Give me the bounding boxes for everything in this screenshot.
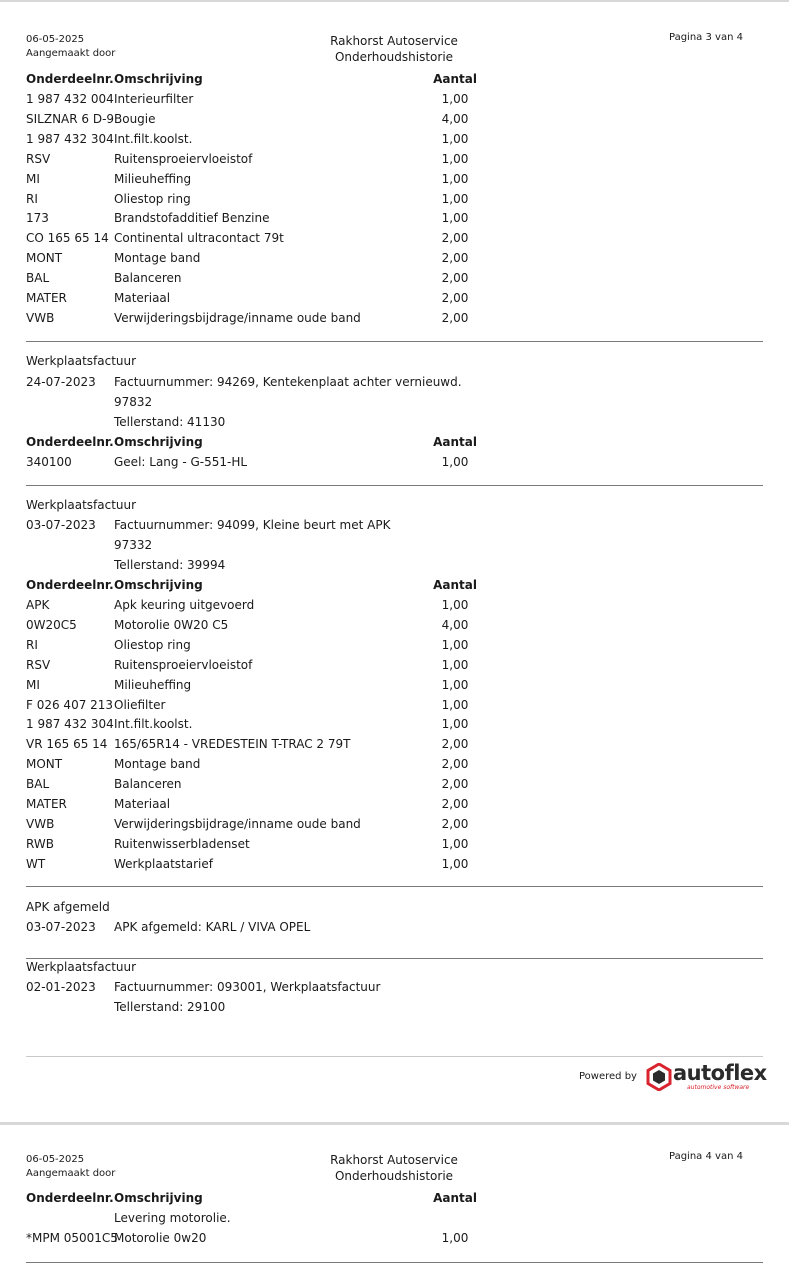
- entry-type: Werkplaatsfactuur: [26, 354, 137, 368]
- company-name: Rakhorst Autoservice: [330, 34, 458, 48]
- col-header-qty: Aantal: [433, 435, 477, 449]
- part-number-cell: *MPM 05001C5: [26, 1230, 118, 1245]
- part-number-cell: RI: [26, 637, 38, 652]
- description-cell: Brandstofadditief Benzine: [114, 211, 270, 226]
- part-number-cell: 1 987 432 304: [26, 131, 114, 146]
- section-divider: [26, 1262, 763, 1263]
- apk-text: APK afgemeld: KARL / VIVA OPEL: [114, 920, 311, 934]
- quantity-cell: 1,00: [441, 836, 469, 851]
- part-number-cell: BAL: [26, 271, 50, 286]
- quantity-cell: 2,00: [441, 251, 469, 266]
- autoflex-logo-icon: [645, 1063, 673, 1091]
- quantity-cell: 2,00: [441, 777, 469, 792]
- invoice-line: Factuurnummer: 093001, Werkplaatsfactuur: [114, 980, 381, 994]
- part-number-cell: 340100: [26, 455, 72, 469]
- description-cell: Apk keuring uitgevoerd: [114, 598, 255, 612]
- odometer-reading: Tellerstand: 39994: [114, 558, 226, 572]
- col-header-qty: Aantal: [433, 72, 477, 86]
- part-number-cell: RSV: [26, 657, 51, 672]
- col-header-desc: Omschrijving: [114, 578, 203, 592]
- section-divider: [26, 886, 763, 887]
- print-date: 06-05-2025: [26, 1154, 85, 1165]
- col-header-part: Onderdeelnr.: [26, 72, 114, 86]
- reference-number: 97832: [114, 395, 153, 409]
- col-header-part: Onderdeelnr.: [26, 578, 114, 592]
- part-number-cell: VR 165 65 14: [26, 737, 108, 752]
- quantity-cell: 2,00: [441, 797, 469, 811]
- part-number-cell: WT: [26, 856, 46, 871]
- quantity-cell: 2,00: [441, 816, 469, 831]
- part-number-cell: MI: [26, 171, 40, 186]
- part-number-cell: F 026 407 213: [26, 697, 114, 712]
- description-cell: 165/65R14 - VREDESTEIN T-TRAC 2 79T: [114, 737, 351, 752]
- description-cell: Verwijderingsbijdrage/inname oude band: [114, 816, 361, 831]
- entry-date: 02-01-2023: [26, 980, 96, 994]
- description-cell: Materiaal: [114, 797, 171, 811]
- section-divider: [26, 341, 763, 342]
- part-number-cell: 0W20C5: [26, 617, 77, 632]
- entry-type: Werkplaatsfactuur: [26, 498, 137, 512]
- description-cell: Milieuheffing: [114, 677, 192, 692]
- description-cell: Oliestop ring: [114, 637, 191, 652]
- logo-wordmark: autoflex: [673, 1061, 767, 1085]
- quantity-cell: 1,00: [441, 191, 469, 206]
- quantity-cell: 1,00: [441, 151, 469, 166]
- part-number-cell: RI: [26, 191, 38, 206]
- quantity-cell: 1,00: [441, 92, 469, 106]
- page-top-edge: [0, 0, 789, 2]
- description-cell: Oliefilter: [114, 697, 166, 712]
- created-by-label: Aangemaakt door: [26, 48, 116, 59]
- col-header-desc: Omschrijving: [114, 72, 203, 86]
- description-cell: Int.filt.koolst.: [114, 717, 193, 732]
- description-cell: Continental ultracontact 79t: [114, 231, 284, 246]
- description-cell: Balanceren: [114, 777, 182, 792]
- description-cell: Interieurfilter: [114, 92, 194, 106]
- description-cell: Geel: Lang - G-551-HL: [114, 455, 248, 469]
- company-name: Rakhorst Autoservice: [330, 1153, 458, 1167]
- part-number-cell: MONT: [26, 251, 63, 266]
- description-cell: Int.filt.koolst.: [114, 131, 193, 146]
- section-divider: [26, 958, 763, 959]
- col-header-desc: Omschrijving: [114, 435, 203, 449]
- document-title: Onderhoudshistorie: [334, 1169, 454, 1183]
- odometer-reading: Tellerstand: 41130: [114, 415, 226, 429]
- quantity-cell: 2,00: [441, 310, 469, 325]
- print-date: 06-05-2025: [26, 34, 85, 45]
- entry-date: 03-07-2023: [26, 518, 96, 532]
- quantity-cell: 1,00: [441, 211, 469, 226]
- description-cell: Levering motorolie.: [114, 1211, 231, 1225]
- quantity-cell: 1,00: [441, 455, 469, 469]
- quantity-cell: 1,00: [441, 856, 469, 871]
- quantity-cell: 1,00: [441, 1230, 469, 1245]
- powered-by-label: Powered by: [579, 1071, 637, 1082]
- quantity-cell: 1,00: [441, 171, 469, 186]
- entry-date: 03-07-2023: [26, 920, 96, 934]
- quantity-cell: 1,00: [441, 637, 469, 652]
- quantity-cell: 4,00: [441, 111, 469, 126]
- part-number-cell: APK: [26, 598, 50, 612]
- part-number-cell: MATER: [26, 291, 67, 305]
- col-header-qty: Aantal: [433, 1191, 477, 1205]
- quantity-cell: 2,00: [441, 737, 469, 752]
- description-cell: Ruitensproeiervloeistof: [114, 657, 253, 672]
- quantity-cell: 1,00: [441, 657, 469, 672]
- invoice-line: Factuurnummer: 94099, Kleine beurt met APK: [114, 518, 391, 532]
- description-cell: Ruitensproeiervloeistof: [114, 151, 253, 166]
- description-cell: Motorolie 0W20 C5: [114, 617, 229, 632]
- description-cell: Montage band: [114, 251, 201, 266]
- part-number-cell: MATER: [26, 797, 67, 811]
- autoflex-logo: [645, 1061, 767, 1093]
- description-cell: Ruitenwisserbladenset: [114, 836, 250, 851]
- quantity-cell: 4,00: [441, 617, 469, 632]
- created-by-label: Aangemaakt door: [26, 1168, 116, 1179]
- quantity-cell: 1,00: [441, 598, 469, 612]
- part-number-cell: SILZNAR 6 D-9: [26, 111, 115, 126]
- page-number: Pagina 3 van 4: [669, 32, 743, 43]
- part-number-cell: 1 987 432 004: [26, 92, 114, 106]
- col-header-desc: Omschrijving: [114, 1191, 203, 1205]
- part-number-cell: 173: [26, 211, 49, 226]
- entry-date: 24-07-2023: [26, 375, 96, 389]
- logo-tagline: automotive software: [687, 1084, 750, 1091]
- entry-type: APK afgemeld: [26, 900, 110, 914]
- quantity-cell: 1,00: [441, 677, 469, 692]
- invoice-line: Factuurnummer: 94269, Kentekenplaat achter vernieuwd.: [114, 375, 462, 389]
- description-cell: Werkplaatstarief: [114, 856, 213, 871]
- part-number-cell: VWB: [26, 816, 55, 831]
- page-break: [0, 1122, 789, 1125]
- part-number-cell: CO 165 65 14: [26, 231, 109, 246]
- description-cell: Montage band: [114, 757, 201, 772]
- part-number-cell: MI: [26, 677, 40, 692]
- quantity-cell: 2,00: [441, 757, 469, 772]
- part-number-cell: 1 987 432 304: [26, 717, 114, 732]
- document-title: Onderhoudshistorie: [334, 50, 454, 64]
- col-header-part: Onderdeelnr.: [26, 435, 114, 449]
- quantity-cell: 1,00: [441, 131, 469, 146]
- part-number-cell: VWB: [26, 310, 55, 325]
- col-header-qty: Aantal: [433, 578, 477, 592]
- quantity-cell: 2,00: [441, 231, 469, 246]
- description-cell: Oliestop ring: [114, 191, 191, 206]
- footer-divider: [26, 1056, 763, 1057]
- part-number-cell: BAL: [26, 777, 50, 792]
- part-number-cell: MONT: [26, 757, 63, 772]
- quantity-cell: 1,00: [441, 697, 469, 712]
- reference-number: 97332: [114, 538, 153, 552]
- description-cell: Milieuheffing: [114, 171, 192, 186]
- quantity-cell: 2,00: [441, 271, 469, 286]
- description-cell: Balanceren: [114, 271, 182, 286]
- part-number-cell: RSV: [26, 151, 51, 166]
- description-cell: Motorolie 0w20: [114, 1230, 207, 1245]
- description-cell: Bougie: [114, 111, 156, 126]
- part-number-cell: RWB: [26, 836, 54, 851]
- entry-type: Werkplaatsfactuur: [26, 960, 137, 974]
- col-header-part: Onderdeelnr.: [26, 1191, 114, 1205]
- section-divider: [26, 485, 763, 486]
- description-cell: Materiaal: [114, 291, 171, 305]
- quantity-cell: 1,00: [441, 717, 469, 732]
- page-number: Pagina 4 van 4: [669, 1151, 743, 1162]
- quantity-cell: 2,00: [441, 291, 469, 305]
- description-cell: Verwijderingsbijdrage/inname oude band: [114, 310, 361, 325]
- odometer-reading: Tellerstand: 29100: [114, 1000, 226, 1014]
